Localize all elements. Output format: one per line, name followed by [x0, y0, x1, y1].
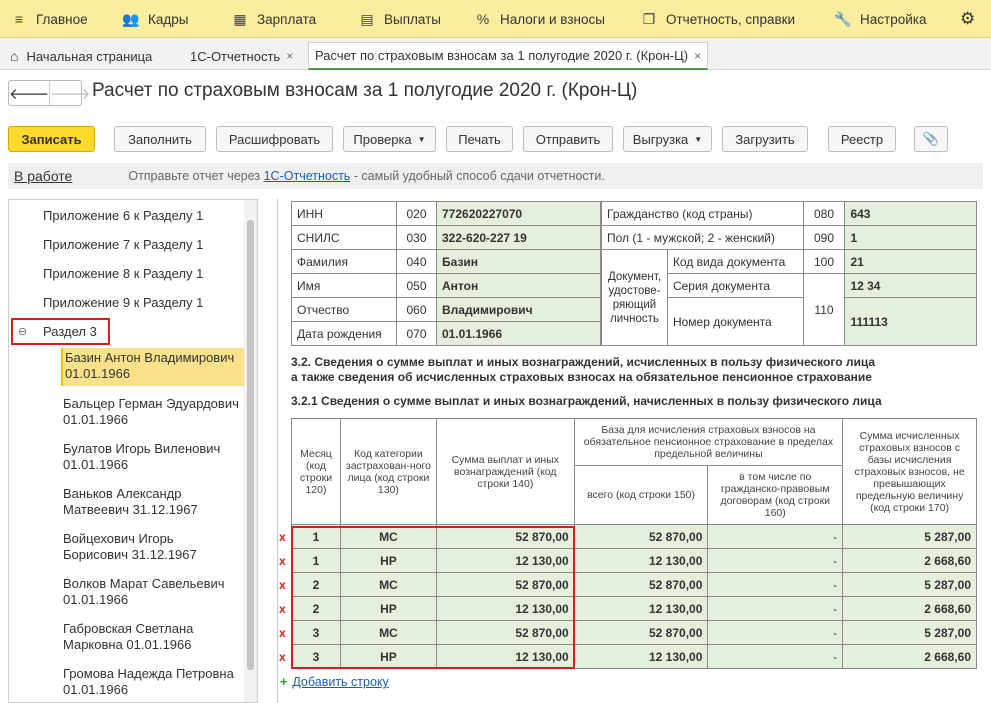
citizenship-field[interactable]: 643 [845, 202, 977, 226]
category-cell[interactable]: НР [340, 597, 436, 621]
highlight-box [291, 526, 575, 669]
person-name: Волков Марат Савельевич [63, 576, 225, 591]
nav-payments-label: Выплаты [384, 11, 441, 27]
paperclip-icon[interactable]: 📎 [914, 126, 948, 152]
nav-personnel-label: Кадры [148, 11, 189, 27]
civil-cell[interactable]: - [708, 645, 843, 669]
surname-field[interactable]: Базин [437, 250, 601, 274]
name-field[interactable]: Антон [437, 274, 601, 298]
back-arrow-icon[interactable]: 🡐 [9, 85, 50, 103]
calculator-icon: ▦ [233, 10, 247, 27]
percent-icon: % [476, 11, 490, 27]
section-321-heading: 3.2.1 Сведения о сумме выплат и иных вознаграждений, начисленных в пользу физического лица [291, 394, 882, 408]
patronymic-field[interactable]: Владимирович [437, 298, 601, 322]
person-item-selected[interactable] [61, 348, 245, 386]
field-code: 020 [397, 202, 437, 226]
menu-icon: ≡ [14, 11, 24, 27]
tab-home[interactable] [4, 42, 158, 70]
nav-reports[interactable] [640, 0, 795, 38]
person-item[interactable] [61, 574, 245, 610]
wrench-icon: 🔧 [834, 10, 852, 27]
field-code: 040 [397, 250, 437, 274]
contrib-cell[interactable]: 2 668,60 [843, 597, 977, 621]
doc-kind-field[interactable]: 21 [845, 250, 977, 274]
field-label: Серия документа [667, 274, 803, 298]
category-cell[interactable]: МС [340, 525, 436, 549]
month-cell[interactable]: 3 [292, 621, 341, 645]
sum-cell[interactable]: 12 130,00 [436, 597, 574, 621]
add-row-link[interactable] [280, 675, 389, 689]
status-state-link[interactable]: В работе [14, 168, 73, 184]
category-cell[interactable]: НР [340, 549, 436, 573]
month-cell[interactable]: 2 [292, 573, 341, 597]
nav-personnel[interactable] [122, 0, 188, 38]
field-code: 070 [397, 322, 437, 346]
field-label: Гражданство (код страны) [602, 202, 804, 226]
tab-bar [0, 38, 991, 70]
person-name: Булатов Игорь Виленович [63, 441, 221, 456]
base-cell[interactable]: 52 870,00 [574, 621, 708, 645]
tab-report-label: Расчет по страховым взносам за 1 полугодие 2020 г. (Крон-Ц) [315, 48, 689, 63]
person-dob: Борисович 31.12.1967 [63, 547, 197, 562]
history-navigation [8, 80, 91, 106]
field-label: СНИЛС [292, 226, 397, 250]
civil-cell[interactable]: - [708, 573, 843, 597]
doc-number-field[interactable]: 111113 [845, 298, 977, 346]
col-header: Месяц (код строки 120) [292, 419, 341, 525]
birthdate-field[interactable]: 01.01.1966 [437, 322, 601, 346]
section-32-heading [291, 355, 875, 385]
nav-main-label: Главное [36, 11, 88, 27]
person-item[interactable] [61, 484, 245, 520]
month-cell[interactable]: 1 [292, 549, 341, 573]
person-dob: 01.01.1966 [65, 366, 131, 381]
month-cell[interactable]: 2 [292, 597, 341, 621]
home-icon: ⌂ [10, 48, 19, 64]
person-name: Бальцер Герман Эдуардович [63, 396, 239, 411]
registry-button[interactable]: Реестр [828, 126, 896, 152]
person-dob: 01.01.1966 [63, 682, 129, 697]
field-code: 080 [803, 202, 845, 226]
people-icon: 👥 [122, 10, 140, 27]
tree-section-3-label: Раздел 3 [43, 324, 97, 339]
personal-info-table [291, 201, 601, 346]
dropdown-arrow-icon: ▼ [694, 134, 703, 144]
close-icon[interactable]: × [694, 48, 702, 63]
sum-cell[interactable]: 52 870,00 [436, 525, 574, 549]
base-cell[interactable]: 52 870,00 [574, 525, 708, 549]
category-cell[interactable]: МС [340, 573, 436, 597]
load-button[interactable]: Загрузить [722, 126, 808, 152]
status-message [128, 169, 605, 183]
person-dob: 01.01.1966 [63, 412, 129, 427]
report-form [265, 199, 985, 703]
civil-cell[interactable]: - [708, 597, 843, 621]
plus-icon: + [280, 675, 288, 689]
document-info-table [601, 201, 977, 346]
page-title: Расчет по страховым взносам за 1 полугодие 2020 г. (Крон-Ц) [92, 80, 638, 101]
base-cell[interactable]: 52 870,00 [574, 573, 708, 597]
snils-field[interactable]: 322-620-227 19 [437, 226, 601, 250]
field-label: ИНН [292, 202, 397, 226]
field-label: Имя [292, 274, 397, 298]
civil-cell[interactable]: - [708, 549, 843, 573]
document-group-label: Документ, удостове-ряющий личность [602, 250, 668, 346]
nav-settings-label: Настройка [860, 11, 927, 27]
check-button[interactable] [343, 126, 436, 152]
field-label: Отчество [292, 298, 397, 322]
person-name: Громова Надежда Петровна [63, 666, 234, 681]
category-cell[interactable]: МС [340, 621, 436, 645]
base-cell[interactable]: 12 130,00 [574, 597, 708, 621]
nav-taxes-label: Налоги и взносы [500, 11, 605, 27]
month-cell[interactable]: 1 [292, 525, 341, 549]
field-code: 110 [803, 274, 845, 346]
col-header: в том числе по гражданско-правовым договорам (код строки 160) [708, 466, 843, 525]
form-margin-line [277, 199, 278, 703]
status-msg-prefix: Отправьте отчет через [128, 169, 264, 183]
col-header: Сумма исчисленных страховых взносов с базы исчисления страховых взносов, не превышающих предельную величину (код строки 170) [843, 419, 977, 525]
base-cell[interactable]: 12 130,00 [574, 645, 708, 669]
category-cell[interactable]: НР [340, 645, 436, 669]
inn-field[interactable]: 772620227070 [437, 202, 601, 226]
civil-cell[interactable]: - [708, 525, 843, 549]
contrib-cell[interactable]: 2 668,60 [843, 645, 977, 669]
field-code: 090 [803, 226, 845, 250]
export-button-label: Выгрузка [632, 131, 689, 147]
field-label: Фамилия [292, 250, 397, 274]
col-header: всего (код строки 150) [574, 466, 708, 525]
field-label: Дата рождения [292, 322, 397, 346]
field-code: 030 [397, 226, 437, 250]
section-32-line2: а также сведения об исчисленных страховых взносах на обязательное пенсионное страхование [291, 370, 872, 384]
section-tree [8, 199, 258, 703]
save-button[interactable]: Записать [8, 126, 95, 152]
person-item[interactable] [61, 619, 245, 655]
person-dob: Марковна 01.01.1966 [63, 637, 192, 652]
delete-row-icon[interactable]: x [279, 626, 286, 640]
delete-row-icon[interactable]: x [279, 578, 286, 592]
nav-reports-label: Отчетность, справки [666, 11, 796, 27]
person-name: Войцехович Игорь [63, 531, 174, 546]
person-item[interactable] [61, 394, 245, 430]
status-msg-suffix: - самый удобный способ сдачи отчетности. [350, 169, 605, 183]
1c-reporting-link[interactable]: 1С-Отчетность [263, 169, 351, 183]
field-label: Номер документа [667, 298, 803, 346]
tab-1c-reporting[interactable] [184, 42, 299, 70]
contrib-cell[interactable]: 2 668,60 [843, 549, 977, 573]
export-button[interactable] [623, 126, 712, 152]
delete-row-icon[interactable]: x [279, 554, 286, 568]
contrib-cell[interactable]: 5 287,00 [843, 621, 977, 645]
delete-row-icon[interactable]: x [279, 530, 286, 544]
contrib-cell[interactable]: 5 287,00 [843, 525, 977, 549]
sum-cell[interactable]: 12 130,00 [436, 549, 574, 573]
status-bar [8, 163, 983, 189]
check-button-label: Проверка [353, 131, 412, 147]
base-cell[interactable]: 12 130,00 [574, 549, 708, 573]
send-button[interactable]: Отправить [523, 126, 613, 152]
person-item[interactable] [61, 664, 245, 700]
dropdown-arrow-icon: ▼ [417, 134, 426, 144]
print-button[interactable]: Печать [446, 126, 513, 152]
doc-series-field[interactable]: 12 34 [845, 274, 977, 298]
sum-cell[interactable]: 52 870,00 [436, 573, 574, 597]
gender-field[interactable]: 1 [845, 226, 977, 250]
gear-icon[interactable]: ⚙ [960, 9, 976, 28]
delete-row-icon[interactable]: x [279, 650, 286, 664]
person-item[interactable] [61, 439, 245, 475]
nav-taxes[interactable] [474, 0, 605, 38]
tab-home-label: Начальная страница [26, 48, 153, 64]
delete-row-icon[interactable]: x [279, 602, 286, 616]
tree-item[interactable]: Приложение 6 к Разделу 1 [43, 208, 204, 223]
field-code: 050 [397, 274, 437, 298]
person-name: Ваньков Александр [63, 486, 182, 501]
col-header: Сумма выплат и иных вознаграждений (код строки 140) [436, 419, 574, 525]
col-header: Код категории застрахован-ного лица (код строки 130) [340, 419, 436, 525]
collapse-icon[interactable]: ⊖ [18, 326, 28, 338]
tree-item[interactable]: Приложение 9 к Разделу 1 [43, 295, 204, 310]
person-item[interactable] [61, 529, 245, 565]
nav-payments[interactable] [358, 0, 441, 38]
tree-scrollbar-thumb[interactable] [247, 220, 254, 670]
tab-report[interactable] [308, 42, 708, 70]
month-cell[interactable]: 3 [292, 645, 341, 669]
add-row-label: Добавить строку [292, 675, 389, 689]
sum-cell[interactable]: 12 130,00 [436, 645, 574, 669]
tree-item[interactable]: Приложение 8 к Разделу 1 [43, 266, 204, 281]
col-header: База для исчисления страховых взносов на обязательное пенсионное страхование в пределах предельной величины [574, 419, 842, 466]
decode-button[interactable]: Расшифровать [216, 126, 333, 152]
nav-settings[interactable] [834, 0, 926, 38]
person-name: Базин Антон Владимирович [65, 350, 235, 365]
tab-1c-reporting-label: 1С-Отчетность [190, 48, 281, 64]
section-32-line1: 3.2. Сведения о сумме выплат и иных вознаграждений, исчисленных в пользу физического лица [291, 355, 876, 369]
person-dob: 01.01.1966 [63, 592, 129, 607]
person-name: Габровская Светлана [63, 621, 194, 636]
tree-section-3[interactable] [11, 318, 110, 345]
person-dob: 01.01.1966 [63, 457, 129, 472]
field-label: Пол (1 - мужской; 2 - женский) [602, 226, 804, 250]
field-code: 060 [397, 298, 437, 322]
payments-icon: ▤ [360, 10, 374, 27]
sum-cell[interactable]: 52 870,00 [436, 621, 574, 645]
civil-cell[interactable]: - [708, 621, 843, 645]
forward-arrow-icon[interactable]: 🡒 [49, 81, 90, 105]
nav-main[interactable] [10, 0, 88, 38]
tree-item[interactable]: Приложение 7 к Разделу 1 [43, 237, 204, 252]
field-code: 100 [803, 250, 845, 274]
top-navigation-bar [0, 0, 991, 38]
tree-scrollbar[interactable] [244, 200, 257, 703]
nav-salary[interactable] [231, 0, 316, 38]
close-icon[interactable]: × [286, 49, 294, 63]
person-dob: Матвеевич 31.12.1967 [63, 502, 198, 517]
nav-salary-label: Зарплата [257, 11, 317, 27]
fill-button[interactable]: Заполнить [114, 126, 206, 152]
reports-icon: ❐ [642, 10, 656, 27]
contrib-cell[interactable]: 5 287,00 [843, 573, 977, 597]
field-label: Код вида документа [667, 250, 803, 274]
